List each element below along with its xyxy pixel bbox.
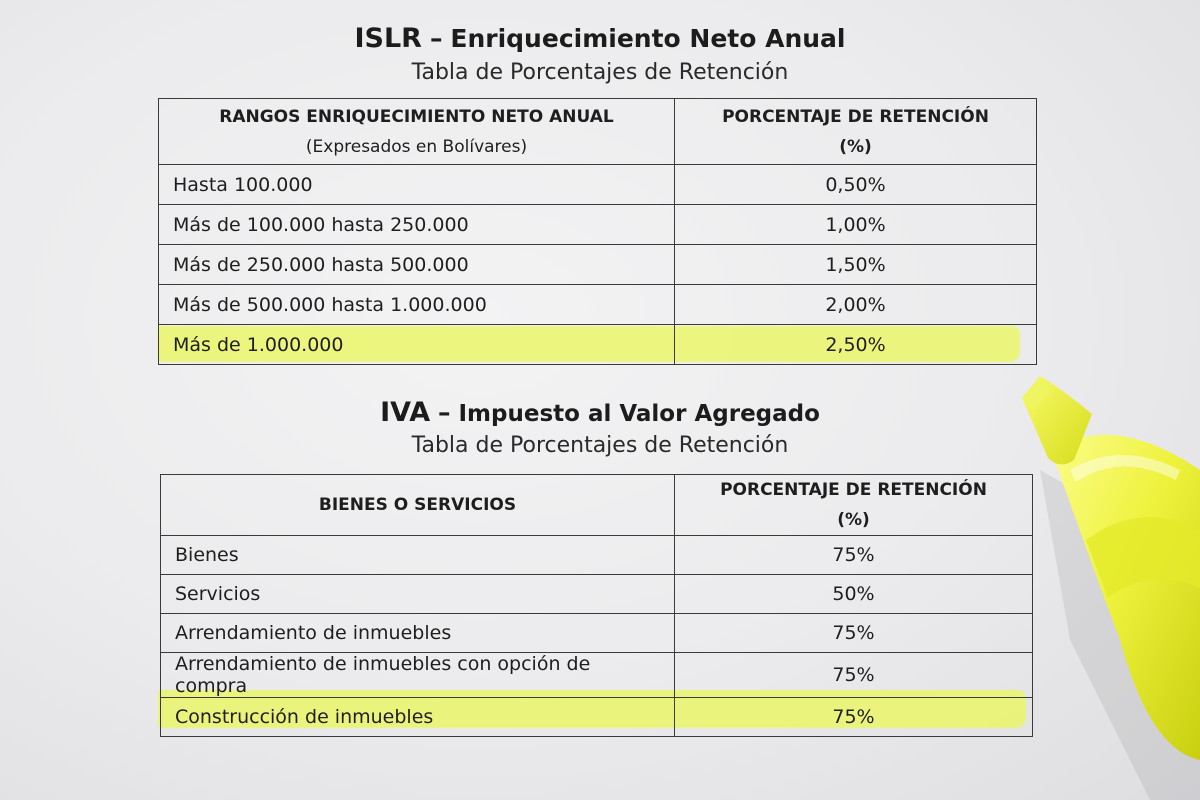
- iva-row-label: Bienes: [161, 536, 675, 575]
- iva-title-dash: –: [438, 398, 451, 427]
- table-row: [159, 205, 1037, 245]
- iva-title: [0, 398, 1200, 429]
- iva-header-percent-unit: (%): [837, 510, 870, 530]
- islr-title-text: Enriquecimiento Neto Anual: [450, 24, 846, 53]
- islr-header-range-title: RANGOS ENRIQUECIMIENTO NETO ANUAL: [219, 106, 614, 127]
- iva-row-label: Servicios: [161, 575, 675, 614]
- iva-table: [160, 474, 1033, 737]
- iva-row-label: Arrendamiento de inmuebles: [161, 614, 675, 653]
- iva-row-value: 75%: [675, 653, 1033, 698]
- iva-subtitle: Tabla de Porcentajes de Retención: [411, 433, 789, 458]
- islr-row-value: 2,50%: [675, 325, 1037, 365]
- islr-row-value: 0,50%: [675, 165, 1037, 205]
- table-row: [159, 165, 1037, 205]
- islr-code: ISLR: [354, 23, 422, 54]
- islr-header-percent-title: PORCENTAJE DE RETENCIÓN: [722, 106, 989, 127]
- iva-row-label: Arrendamiento de inmuebles con opción de compra: [161, 653, 675, 698]
- islr-row-label: Más de 500.000 hasta 1.000.000: [159, 285, 675, 325]
- table-row-highlighted: [161, 698, 1033, 737]
- iva-header-category: BIENES O SERVICIOS: [161, 475, 675, 536]
- iva-row-value: 75%: [675, 698, 1033, 737]
- islr-row-value: 1,00%: [675, 205, 1037, 245]
- iva-row-value: 50%: [675, 575, 1033, 614]
- islr-header-range: [159, 99, 675, 165]
- iva-header-row: [161, 475, 1033, 536]
- iva-row-value: 75%: [675, 536, 1033, 575]
- islr-title-dash: –: [429, 24, 443, 53]
- islr-header-range-note: (Expresados en Bolívares): [305, 136, 528, 157]
- table-row: [161, 575, 1033, 614]
- islr-row-label: Más de 250.000 hasta 500.000: [159, 245, 675, 285]
- table-row: [159, 285, 1037, 325]
- islr-header-percent-unit: (%): [839, 136, 872, 157]
- table-row: [159, 245, 1037, 285]
- table-row: [161, 614, 1033, 653]
- islr-row-label: Más de 1.000.000: [159, 325, 675, 365]
- iva-row-label: Construcción de inmuebles: [161, 698, 675, 737]
- iva-title-text: Impuesto al Valor Agregado: [458, 401, 820, 427]
- islr-row-value: 2,00%: [675, 285, 1037, 325]
- iva-row-value: 75%: [675, 614, 1033, 653]
- table-row: [161, 536, 1033, 575]
- islr-subtitle: Tabla de Porcentajes de Retención: [411, 60, 789, 85]
- iva-header-percent-title: PORCENTAJE DE RETENCIÓN: [720, 480, 987, 500]
- table-row-highlighted: [159, 325, 1037, 365]
- table-row: [161, 653, 1033, 698]
- islr-row-label: Más de 100.000 hasta 250.000: [159, 205, 675, 245]
- islr-row-value: 1,50%: [675, 245, 1037, 285]
- iva-code: IVA: [380, 397, 431, 428]
- iva-header-percent: [675, 475, 1033, 536]
- islr-title: [0, 24, 1200, 54]
- islr-header-percent: [675, 99, 1037, 165]
- islr-table: [158, 98, 1037, 365]
- islr-header-row: [159, 99, 1037, 165]
- islr-row-label: Hasta 100.000: [159, 165, 675, 205]
